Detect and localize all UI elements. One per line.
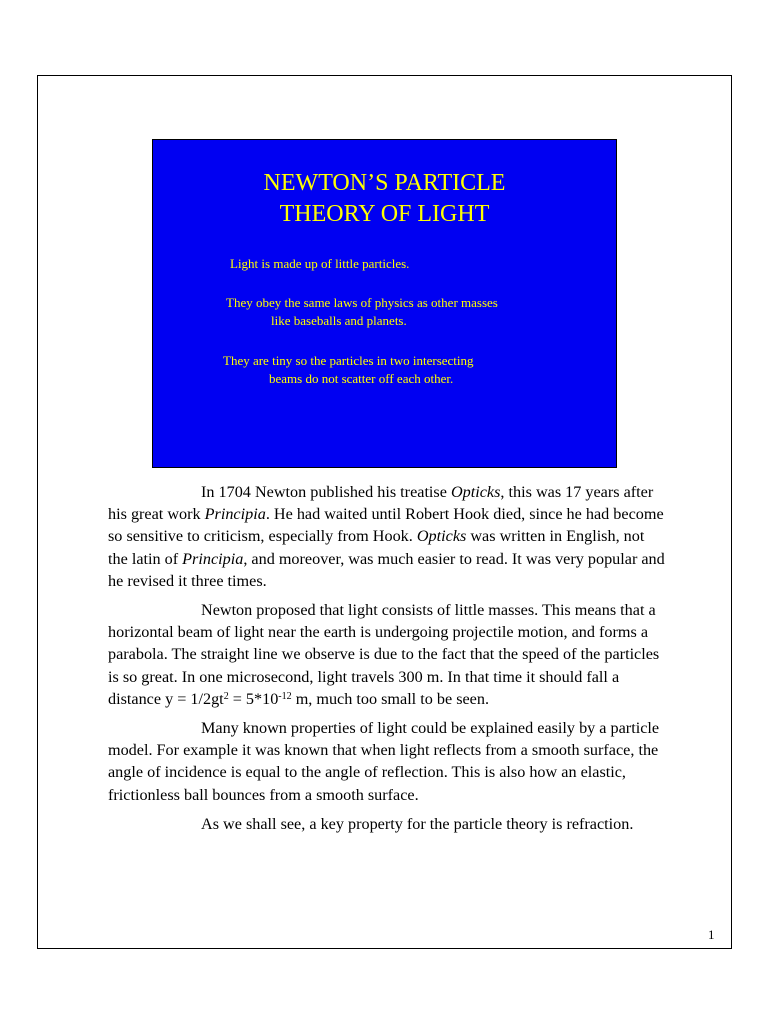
paragraph-2-text-b: = 5*10	[228, 689, 279, 708]
slide-bullet-3-line-1: They are tiny so the particles in two intersecting	[223, 353, 474, 368]
book-title-opticks-2: Opticks	[416, 527, 467, 546]
slide-bullet-3-line-2: beams do not scatter off each other.	[269, 371, 454, 386]
paragraph-2-text-c: m, much too small to be seen.	[291, 689, 490, 708]
paragraph-4: As we shall see, a key property for the particle theory is refraction.	[201, 814, 634, 833]
paragraph-2-text-a: Newton proposed that light consists of little masses. This means that a horizontal beam of light near the earth is undergoing projectile motion, and forms a parabola. The straight line we observe is due to the fact that the speed of the particles is so great. In one microsecond, light travels 300 m. In that time it should fall a distance y = 1/2gt	[108, 601, 660, 708]
book-title-principia: Principia	[204, 505, 266, 524]
slide-title	[153, 168, 616, 230]
body-text	[108, 481, 668, 842]
paragraph-1	[108, 481, 668, 592]
paragraph-1-text-b: , this was 17 years after his great work	[108, 483, 654, 524]
paragraph-2	[108, 599, 668, 710]
paragraph-1-text-d: was written in English, not the latin of	[108, 527, 645, 568]
slide-bullet-2-line-1: They obey the same laws of physics as other masses	[226, 295, 498, 310]
slide-title-line-2: THEORY OF LIGHT	[279, 201, 490, 227]
book-title-opticks: Opticks	[450, 483, 501, 501]
slide-title-line-1: NEWTON’S PARTICLE	[263, 170, 506, 196]
exponent-minus-12: -12	[278, 690, 292, 702]
paragraph-1-text-c: . He had waited until Robert Hook died, since he had become so sensitive to criticism, especially from Hook.	[108, 505, 664, 546]
slide-bullet-1: Light is made up of little particles.	[230, 256, 410, 271]
book-title-principia-2: Principia	[182, 549, 244, 568]
slide-bullet-2-line-2: like baseballs and planets.	[271, 313, 407, 328]
page-number: 1	[708, 927, 715, 942]
paragraph-3: Many known properties of light could be explained easily by a particle model. For example it was known that when light reflects from a smooth surface, the angle of incidence is equal to the angle of reflection. This is also how an elastic, frictionless ball bounces from a smooth surface.	[108, 719, 660, 804]
paragraph-1-text-a: In 1704 Newton published his treatise	[201, 483, 451, 501]
paragraph-1-text-e: , and moreover, was much easier to read. It was very popular and he revised it three times.	[108, 549, 665, 590]
exponent-squared: 2	[223, 690, 229, 702]
slide-image	[152, 139, 617, 468]
